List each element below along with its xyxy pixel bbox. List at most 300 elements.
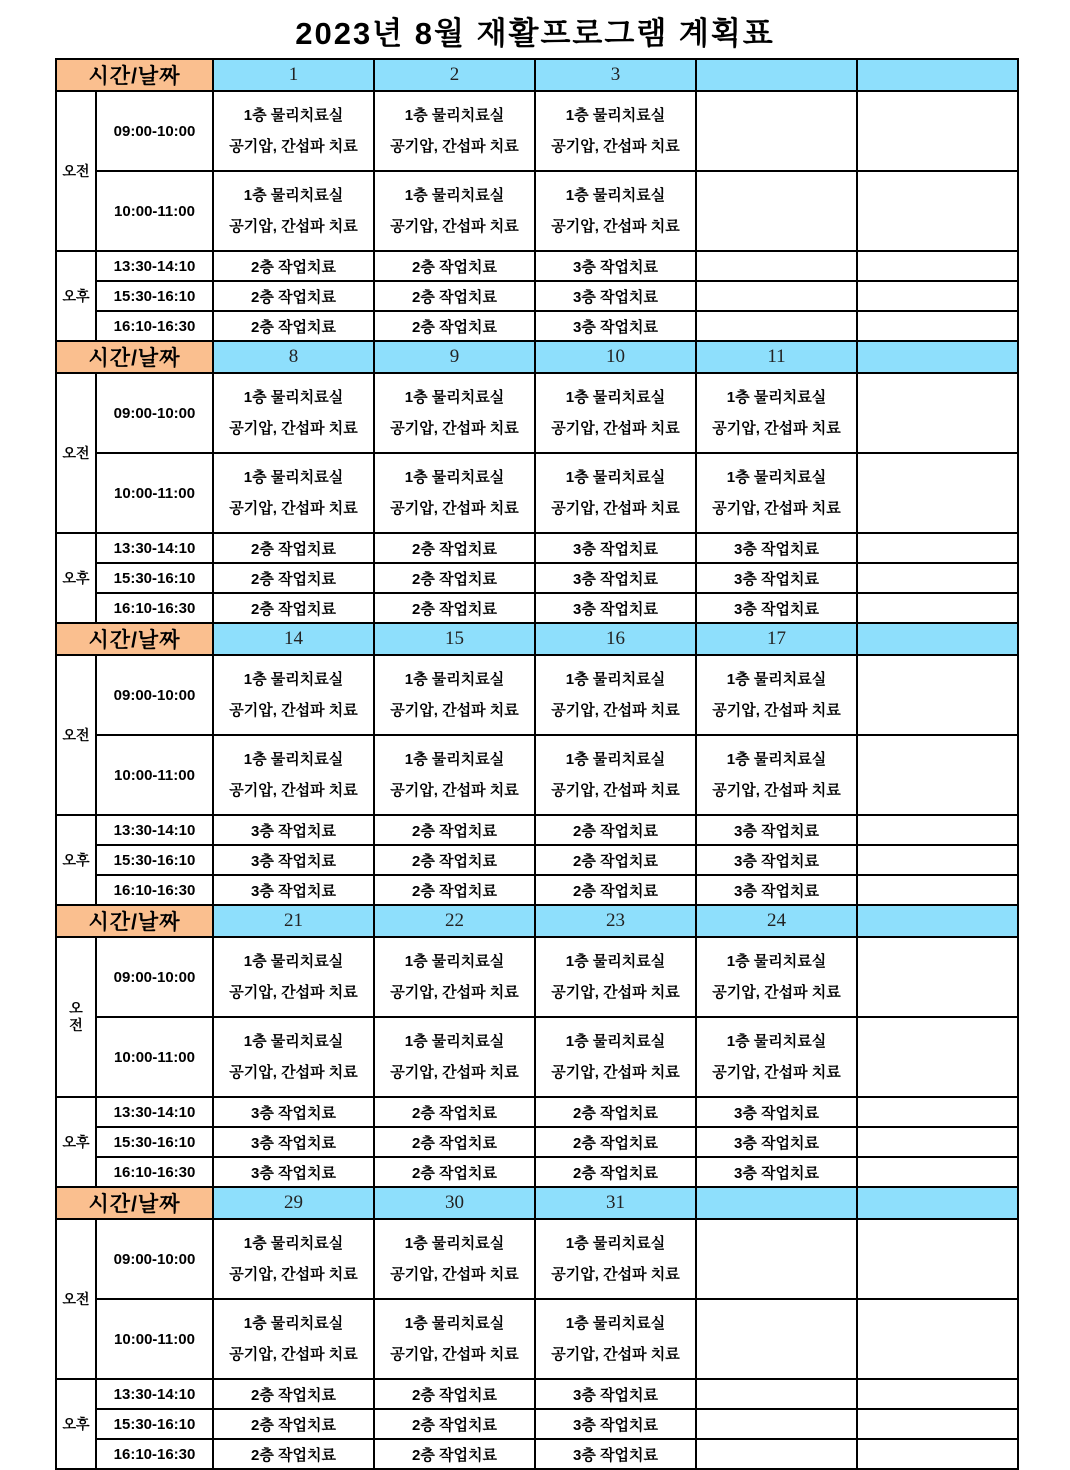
afternoon-therapy-cell: 3층 작업치료 [696, 563, 857, 593]
day-number-cell: 9 [374, 341, 535, 373]
empty-cell [857, 453, 1018, 533]
empty-cell [696, 251, 857, 281]
morning-therapy-cell [213, 735, 374, 815]
time-cell: 15:30-16:10 [96, 845, 213, 875]
time-cell: 15:30-16:10 [96, 563, 213, 593]
afternoon-therapy-cell: 3층 작업치료 [213, 1127, 374, 1157]
afternoon-therapy-cell: 3층 작업치료 [213, 845, 374, 875]
afternoon-therapy-cell: 3층 작업치료 [535, 563, 696, 593]
therapy-line-2: 공기압, 간섭파 치료 [390, 1346, 519, 1363]
afternoon-therapy-cell: 3층 작업치료 [535, 1439, 696, 1469]
morning-therapy-cell [696, 735, 857, 815]
day-number-cell [857, 59, 1018, 91]
time-cell: 16:10-16:30 [96, 311, 213, 341]
empty-cell [696, 311, 857, 341]
afternoon-therapy-cell: 3층 작업치료 [696, 845, 857, 875]
therapy-line-1: 1층 물리치료실 [243, 187, 344, 204]
therapy-line-2: 공기압, 간섭파 치료 [551, 782, 680, 799]
afternoon-therapy-cell: 3층 작업치료 [213, 875, 374, 905]
time-cell: 10:00-11:00 [96, 1017, 213, 1097]
day-number-cell: 1 [213, 59, 374, 91]
morning-row [56, 373, 1018, 453]
morning-therapy-cell [696, 373, 857, 453]
day-number-cell: 8 [213, 341, 374, 373]
morning-row [56, 735, 1018, 815]
empty-cell [857, 563, 1018, 593]
afternoon-therapy-cell: 3층 작업치료 [535, 593, 696, 623]
morning-therapy-cell [374, 373, 535, 453]
time-cell: 13:30-14:10 [96, 1379, 213, 1409]
morning-therapy-cell [374, 1299, 535, 1379]
am-label-cell [56, 91, 96, 251]
morning-therapy-cell [696, 1017, 857, 1097]
morning-therapy-cell [374, 453, 535, 533]
empty-cell [857, 1409, 1018, 1439]
therapy-line-2: 공기압, 간섭파 치료 [390, 1064, 519, 1081]
empty-cell [857, 1157, 1018, 1187]
morning-therapy-cell [213, 453, 374, 533]
afternoon-therapy-cell: 2층 작업치료 [374, 1409, 535, 1439]
afternoon-therapy-cell: 3층 작업치료 [696, 1127, 857, 1157]
morning-row [56, 453, 1018, 533]
am-label-line: 전 [69, 1017, 83, 1033]
day-number-cell: 16 [535, 623, 696, 655]
day-number-cell [857, 623, 1018, 655]
therapy-line-2: 공기압, 간섭파 치료 [551, 138, 680, 155]
morning-therapy-cell [213, 1017, 374, 1097]
morning-therapy-cell [535, 373, 696, 453]
afternoon-therapy-cell: 3층 작업치료 [213, 1097, 374, 1127]
therapy-line-1: 1층 물리치료실 [565, 107, 666, 124]
therapy-line-1: 1층 물리치료실 [565, 187, 666, 204]
day-number-cell: 15 [374, 623, 535, 655]
afternoon-therapy-cell: 2층 작업치료 [374, 251, 535, 281]
morning-therapy-cell [213, 373, 374, 453]
afternoon-therapy-cell: 2층 작업치료 [374, 1127, 535, 1157]
therapy-line-1: 1층 물리치료실 [243, 671, 344, 688]
therapy-line-2: 공기압, 간섭파 치료 [390, 1266, 519, 1283]
time-cell: 15:30-16:10 [96, 281, 213, 311]
day-number-cell [857, 905, 1018, 937]
afternoon-therapy-cell: 3층 작업치료 [213, 815, 374, 845]
therapy-line-1: 1층 물리치료실 [565, 1033, 666, 1050]
empty-cell [857, 171, 1018, 251]
time-cell: 13:30-14:10 [96, 1097, 213, 1127]
therapy-line-2: 공기압, 간섭파 치료 [229, 420, 358, 437]
day-number-cell: 24 [696, 905, 857, 937]
empty-cell [857, 655, 1018, 735]
morning-therapy-cell [535, 1219, 696, 1299]
afternoon-therapy-cell: 2층 작업치료 [374, 281, 535, 311]
afternoon-row [56, 1379, 1018, 1409]
morning-therapy-cell [213, 1219, 374, 1299]
therapy-line-2: 공기압, 간섭파 치료 [229, 702, 358, 719]
empty-cell [696, 1219, 857, 1299]
morning-therapy-cell [535, 171, 696, 251]
empty-cell [857, 1017, 1018, 1097]
time-cell: 10:00-11:00 [96, 735, 213, 815]
afternoon-therapy-cell: 2층 작업치료 [213, 533, 374, 563]
therapy-line-2: 공기압, 간섭파 치료 [229, 138, 358, 155]
empty-cell [857, 1127, 1018, 1157]
empty-cell [696, 1409, 857, 1439]
therapy-line-1: 1층 물리치료실 [565, 389, 666, 406]
therapy-line-1: 1층 물리치료실 [243, 469, 344, 486]
am-label-line: 오 [69, 1000, 83, 1016]
week-header-row [56, 905, 1018, 937]
empty-cell [857, 593, 1018, 623]
therapy-line-1: 1층 물리치료실 [243, 751, 344, 768]
empty-cell [857, 311, 1018, 341]
afternoon-therapy-cell: 2층 작업치료 [535, 815, 696, 845]
empty-cell [857, 281, 1018, 311]
afternoon-row [56, 815, 1018, 845]
therapy-line-1: 1층 물리치료실 [404, 187, 505, 204]
therapy-line-2: 공기압, 간섭파 치료 [390, 138, 519, 155]
afternoon-therapy-cell: 2층 작업치료 [213, 1439, 374, 1469]
empty-cell [857, 937, 1018, 1017]
afternoon-row [56, 281, 1018, 311]
empty-cell [696, 281, 857, 311]
therapy-line-1: 1층 물리치료실 [243, 1235, 344, 1252]
afternoon-row [56, 1127, 1018, 1157]
afternoon-therapy-cell: 2층 작업치료 [374, 815, 535, 845]
afternoon-row [56, 845, 1018, 875]
afternoon-therapy-cell: 2층 작업치료 [535, 1097, 696, 1127]
morning-row [56, 171, 1018, 251]
day-number-cell: 11 [696, 341, 857, 373]
empty-cell [857, 251, 1018, 281]
morning-row [56, 1017, 1018, 1097]
empty-cell [696, 1299, 857, 1379]
morning-row [56, 1299, 1018, 1379]
afternoon-therapy-cell: 3층 작업치료 [696, 1157, 857, 1187]
am-label-cell [56, 937, 96, 1097]
therapy-line-1: 1층 물리치료실 [243, 1315, 344, 1332]
afternoon-therapy-cell: 2층 작업치료 [213, 311, 374, 341]
day-number-cell: 23 [535, 905, 696, 937]
afternoon-therapy-cell: 3층 작업치료 [535, 533, 696, 563]
time-cell: 09:00-10:00 [96, 373, 213, 453]
therapy-line-2: 공기압, 간섭파 치료 [712, 702, 841, 719]
morning-therapy-cell [535, 1017, 696, 1097]
therapy-line-1: 1층 물리치료실 [243, 389, 344, 406]
therapy-line-1: 1층 물리치료실 [726, 469, 827, 486]
am-label-cell [56, 373, 96, 533]
empty-cell [696, 171, 857, 251]
therapy-line-1: 1층 물리치료실 [726, 389, 827, 406]
empty-cell [857, 875, 1018, 905]
empty-cell [857, 373, 1018, 453]
day-number-cell: 30 [374, 1187, 535, 1219]
morning-therapy-cell [374, 655, 535, 735]
time-date-header: 시간/날짜 [56, 905, 213, 937]
time-cell: 09:00-10:00 [96, 91, 213, 171]
therapy-line-2: 공기압, 간섭파 치료 [712, 420, 841, 437]
afternoon-therapy-cell: 2층 작업치료 [374, 1157, 535, 1187]
time-cell: 09:00-10:00 [96, 1219, 213, 1299]
therapy-line-1: 1층 물리치료실 [565, 751, 666, 768]
pm-label-cell: 오후 [56, 1379, 96, 1469]
afternoon-therapy-cell: 2층 작업치료 [374, 563, 535, 593]
therapy-line-2: 공기압, 간섭파 치료 [551, 420, 680, 437]
therapy-line-1: 1층 물리치료실 [565, 469, 666, 486]
therapy-line-1: 1층 물리치료실 [404, 107, 505, 124]
afternoon-therapy-cell: 3층 작업치료 [696, 815, 857, 845]
time-cell: 10:00-11:00 [96, 1299, 213, 1379]
afternoon-therapy-cell: 2층 작업치료 [213, 1409, 374, 1439]
therapy-line-2: 공기압, 간섭파 치료 [712, 500, 841, 517]
morning-therapy-cell [696, 655, 857, 735]
day-number-cell: 31 [535, 1187, 696, 1219]
time-cell: 10:00-11:00 [96, 453, 213, 533]
morning-therapy-cell [374, 937, 535, 1017]
day-number-cell: 2 [374, 59, 535, 91]
therapy-line-2: 공기압, 간섭파 치료 [229, 782, 358, 799]
afternoon-therapy-cell: 3층 작업치료 [535, 281, 696, 311]
afternoon-row [56, 251, 1018, 281]
am-label-cell [56, 655, 96, 815]
morning-therapy-cell [374, 735, 535, 815]
morning-therapy-cell [696, 453, 857, 533]
time-cell: 10:00-11:00 [96, 171, 213, 251]
therapy-line-2: 공기압, 간섭파 치료 [229, 1266, 358, 1283]
afternoon-therapy-cell: 2층 작업치료 [374, 1379, 535, 1409]
time-date-header: 시간/날짜 [56, 341, 213, 373]
afternoon-row [56, 311, 1018, 341]
time-cell: 13:30-14:10 [96, 251, 213, 281]
week-header-row [56, 341, 1018, 373]
afternoon-therapy-cell: 2층 작업치료 [213, 593, 374, 623]
afternoon-therapy-cell: 3층 작업치료 [535, 251, 696, 281]
morning-therapy-cell [535, 91, 696, 171]
empty-cell [857, 91, 1018, 171]
time-cell: 13:30-14:10 [96, 533, 213, 563]
morning-therapy-cell [374, 1017, 535, 1097]
afternoon-therapy-cell: 2층 작업치료 [374, 875, 535, 905]
therapy-line-1: 1층 물리치료실 [243, 1033, 344, 1050]
time-cell: 16:10-16:30 [96, 1439, 213, 1469]
therapy-line-1: 1층 물리치료실 [726, 953, 827, 970]
am-label-line: 오전 [62, 726, 90, 743]
time-cell: 09:00-10:00 [96, 655, 213, 735]
therapy-line-2: 공기압, 간섭파 치료 [712, 1064, 841, 1081]
time-cell: 16:10-16:30 [96, 1157, 213, 1187]
afternoon-row [56, 875, 1018, 905]
afternoon-therapy-cell: 3층 작업치료 [696, 875, 857, 905]
afternoon-therapy-cell: 2층 작업치료 [374, 1439, 535, 1469]
therapy-line-2: 공기압, 간섭파 치료 [712, 984, 841, 1001]
week-header-row [56, 623, 1018, 655]
morning-therapy-cell [213, 655, 374, 735]
therapy-line-2: 공기압, 간섭파 치료 [390, 420, 519, 437]
empty-cell [857, 1379, 1018, 1409]
afternoon-therapy-cell: 2층 작업치료 [213, 563, 374, 593]
afternoon-therapy-cell: 2층 작업치료 [213, 251, 374, 281]
afternoon-therapy-cell: 2층 작업치료 [535, 875, 696, 905]
am-label-line: 오전 [62, 444, 90, 461]
therapy-line-2: 공기압, 간섭파 치료 [551, 218, 680, 235]
afternoon-row [56, 1097, 1018, 1127]
empty-cell [696, 91, 857, 171]
morning-row [56, 655, 1018, 735]
afternoon-row [56, 1439, 1018, 1469]
time-cell: 16:10-16:30 [96, 875, 213, 905]
day-number-cell: 10 [535, 341, 696, 373]
therapy-line-2: 공기압, 간섭파 치료 [551, 1064, 680, 1081]
therapy-line-2: 공기압, 간섭파 치료 [551, 1266, 680, 1283]
therapy-line-1: 1층 물리치료실 [243, 107, 344, 124]
afternoon-row [56, 533, 1018, 563]
afternoon-therapy-cell: 3층 작업치료 [535, 1409, 696, 1439]
therapy-line-2: 공기압, 간섭파 치료 [390, 218, 519, 235]
afternoon-therapy-cell: 3층 작업치료 [213, 1157, 374, 1187]
morning-therapy-cell [535, 655, 696, 735]
afternoon-therapy-cell: 2층 작업치료 [374, 845, 535, 875]
morning-therapy-cell [535, 453, 696, 533]
schedule-table [55, 58, 1019, 1470]
time-date-header: 시간/날짜 [56, 1187, 213, 1219]
therapy-line-2: 공기압, 간섭파 치료 [390, 702, 519, 719]
afternoon-therapy-cell: 3층 작업치료 [696, 593, 857, 623]
afternoon-therapy-cell: 3층 작업치료 [696, 1097, 857, 1127]
therapy-line-1: 1층 물리치료실 [404, 389, 505, 406]
therapy-line-1: 1층 물리치료실 [404, 1235, 505, 1252]
week-header-row [56, 59, 1018, 91]
day-number-cell: 3 [535, 59, 696, 91]
empty-cell [857, 815, 1018, 845]
therapy-line-1: 1층 물리치료실 [726, 751, 827, 768]
therapy-line-2: 공기압, 간섭파 치료 [229, 218, 358, 235]
therapy-line-2: 공기압, 간섭파 치료 [229, 1346, 358, 1363]
week-header-row [56, 1187, 1018, 1219]
empty-cell [857, 1299, 1018, 1379]
time-cell: 16:10-16:30 [96, 593, 213, 623]
day-number-cell: 17 [696, 623, 857, 655]
therapy-line-1: 1층 물리치료실 [404, 671, 505, 688]
therapy-line-2: 공기압, 간섭파 치료 [551, 500, 680, 517]
day-number-cell [857, 1187, 1018, 1219]
afternoon-therapy-cell: 3층 작업치료 [535, 1379, 696, 1409]
therapy-line-1: 1층 물리치료실 [404, 751, 505, 768]
afternoon-therapy-cell: 3층 작업치료 [535, 311, 696, 341]
therapy-line-1: 1층 물리치료실 [404, 1033, 505, 1050]
therapy-line-1: 1층 물리치료실 [404, 1315, 505, 1332]
day-number-cell [696, 59, 857, 91]
afternoon-therapy-cell: 2층 작업치료 [374, 1097, 535, 1127]
afternoon-row [56, 1157, 1018, 1187]
morning-row [56, 937, 1018, 1017]
time-cell: 13:30-14:10 [96, 815, 213, 845]
time-date-header: 시간/날짜 [56, 623, 213, 655]
therapy-line-1: 1층 물리치료실 [404, 469, 505, 486]
morning-therapy-cell [535, 937, 696, 1017]
empty-cell [857, 533, 1018, 563]
therapy-line-1: 1층 물리치료실 [565, 953, 666, 970]
morning-therapy-cell [213, 937, 374, 1017]
empty-cell [857, 845, 1018, 875]
therapy-line-1: 1층 물리치료실 [565, 1315, 666, 1332]
morning-therapy-cell [213, 91, 374, 171]
pm-label-cell: 오후 [56, 1097, 96, 1187]
afternoon-therapy-cell: 2층 작업치료 [535, 845, 696, 875]
empty-cell [857, 1219, 1018, 1299]
therapy-line-2: 공기압, 간섭파 치료 [229, 500, 358, 517]
pm-label-cell: 오후 [56, 533, 96, 623]
morning-therapy-cell [696, 937, 857, 1017]
afternoon-therapy-cell: 2층 작업치료 [535, 1157, 696, 1187]
morning-therapy-cell [374, 1219, 535, 1299]
time-cell: 15:30-16:10 [96, 1409, 213, 1439]
morning-therapy-cell [535, 1299, 696, 1379]
therapy-line-2: 공기압, 간섭파 치료 [390, 782, 519, 799]
empty-cell [857, 1439, 1018, 1469]
therapy-line-2: 공기압, 간섭파 치료 [551, 984, 680, 1001]
afternoon-row [56, 563, 1018, 593]
pm-label-cell: 오후 [56, 815, 96, 905]
afternoon-therapy-cell: 2층 작업치료 [213, 1379, 374, 1409]
afternoon-therapy-cell: 2층 작업치료 [213, 281, 374, 311]
day-number-cell [857, 341, 1018, 373]
therapy-line-1: 1층 물리치료실 [565, 671, 666, 688]
morning-row [56, 91, 1018, 171]
empty-cell [857, 1097, 1018, 1127]
therapy-line-2: 공기압, 간섭파 치료 [551, 1346, 680, 1363]
day-number-cell: 21 [213, 905, 374, 937]
afternoon-therapy-cell: 3층 작업치료 [696, 533, 857, 563]
therapy-line-1: 1층 물리치료실 [404, 953, 505, 970]
morning-therapy-cell [535, 735, 696, 815]
page-title: 2023년 8월 재활프로그램 계획표 [295, 16, 775, 51]
afternoon-therapy-cell: 2층 작업치료 [374, 311, 535, 341]
empty-cell [696, 1379, 857, 1409]
morning-therapy-cell [374, 91, 535, 171]
afternoon-therapy-cell: 2층 작업치료 [374, 533, 535, 563]
day-number-cell: 22 [374, 905, 535, 937]
therapy-line-2: 공기압, 간섭파 치료 [390, 500, 519, 517]
therapy-line-1: 1층 물리치료실 [243, 953, 344, 970]
am-label-line: 오전 [62, 162, 90, 179]
therapy-line-1: 1층 물리치료실 [565, 1235, 666, 1252]
am-label-line: 오전 [62, 1290, 90, 1307]
therapy-line-2: 공기압, 간섭파 치료 [551, 702, 680, 719]
therapy-line-1: 1층 물리치료실 [726, 1033, 827, 1050]
morning-therapy-cell [213, 1299, 374, 1379]
therapy-line-2: 공기압, 간섭파 치료 [712, 782, 841, 799]
afternoon-row [56, 1409, 1018, 1439]
empty-cell [696, 1439, 857, 1469]
therapy-line-2: 공기압, 간섭파 치료 [229, 984, 358, 1001]
afternoon-therapy-cell: 2층 작업치료 [535, 1127, 696, 1157]
morning-therapy-cell [374, 171, 535, 251]
therapy-line-2: 공기압, 간섭파 치료 [229, 1064, 358, 1081]
day-number-cell: 29 [213, 1187, 374, 1219]
afternoon-row [56, 593, 1018, 623]
am-label-cell [56, 1219, 96, 1379]
time-cell: 15:30-16:10 [96, 1127, 213, 1157]
morning-therapy-cell [213, 171, 374, 251]
empty-cell [857, 735, 1018, 815]
therapy-line-2: 공기압, 간섭파 치료 [390, 984, 519, 1001]
time-date-header: 시간/날짜 [56, 59, 213, 91]
therapy-line-1: 1층 물리치료실 [726, 671, 827, 688]
pm-label-cell: 오후 [56, 251, 96, 341]
day-number-cell [696, 1187, 857, 1219]
afternoon-therapy-cell: 2층 작업치료 [374, 593, 535, 623]
day-number-cell: 14 [213, 623, 374, 655]
time-cell: 09:00-10:00 [96, 937, 213, 1017]
morning-row [56, 1219, 1018, 1299]
